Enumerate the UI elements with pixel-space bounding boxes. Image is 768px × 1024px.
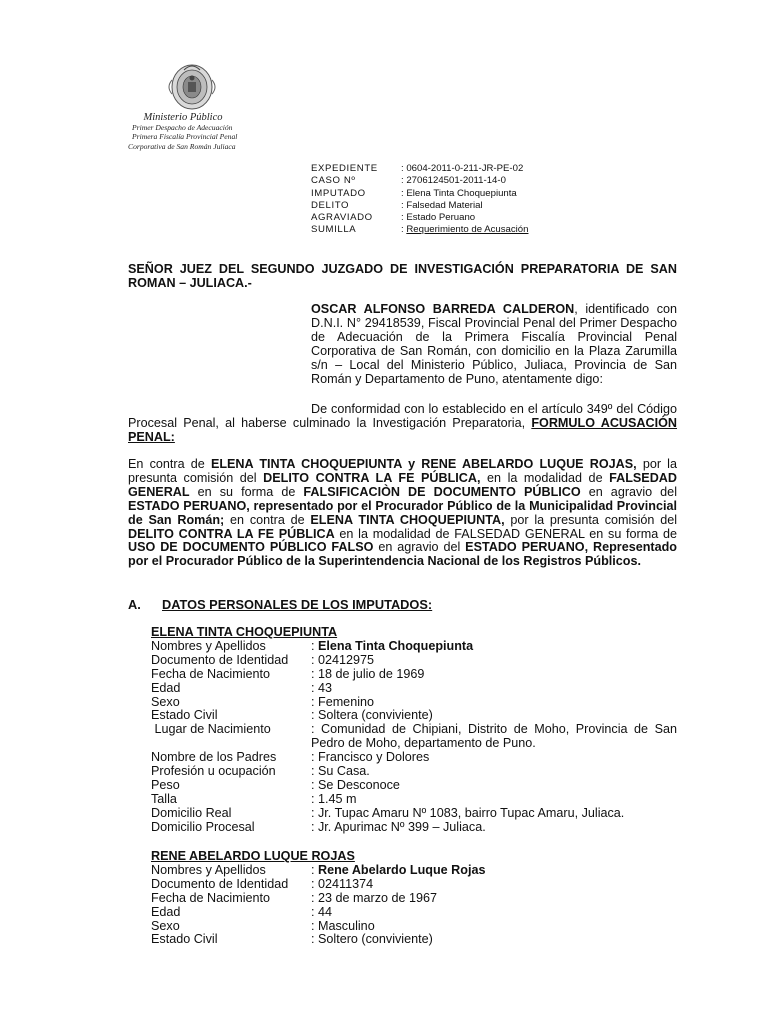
imputado-1 <box>151 626 677 835</box>
field-row <box>151 821 677 835</box>
contra-bold: ELENA TINTA CHOQUEPIUNTA, <box>310 512 505 527</box>
coat-of-arms-seal-icon <box>162 60 222 112</box>
field-row <box>151 864 677 878</box>
field-row <box>151 793 677 807</box>
logo-title: Ministerio Público <box>143 112 223 123</box>
field-value: : 43 <box>311 680 333 695</box>
contra-text: en la modalidad de FALSEDAD GENERAL en su forma de <box>334 526 677 541</box>
contra-text: por la presunta comisión del <box>128 457 677 485</box>
field-value: : Soltero (conviviente) <box>311 932 433 947</box>
field-row <box>151 933 677 947</box>
imputado-name-heading: RENE ABELARDO LUQUE ROJAS <box>151 849 355 863</box>
field-value: : 02411374 <box>311 876 374 891</box>
contra-bold: FALSEDAD GENERAL <box>128 470 677 499</box>
header-row-imputado <box>311 188 528 200</box>
field-label: Nombre de los Padres <box>151 750 277 765</box>
contra-bold: ELENA TINTA CHOQUEPIUNTA y RENE ABELARDO LUQUE ROJAS, <box>210 457 637 471</box>
header-value: : 2706124501-2011-14-0 <box>401 175 506 187</box>
contra-paragraph <box>128 458 677 569</box>
formulo-acusacion: FORMULO ACUSACIÓN PENAL: <box>128 415 678 444</box>
header-value: : 0604-2011-0-211-JR-PE-02 <box>401 163 524 174</box>
intro-paragraph <box>311 303 677 386</box>
field-value: : Jr. Apurimac Nº 399 – Juliaca. <box>311 819 486 834</box>
field-label: Peso <box>151 777 180 792</box>
field-value <box>311 864 677 878</box>
field-value: : Masculino <box>311 918 375 933</box>
contra-bold: ESTADO PERUANO, Representado por el Procurador Público de la Superintendencia Nacional de los Registros Públicos. <box>128 540 677 569</box>
contra-text: en agravio del <box>580 484 677 499</box>
field-row <box>151 654 677 668</box>
field-row <box>151 709 677 723</box>
contra-text: por la presunta comisión del <box>504 512 678 527</box>
section-title: DATOS PERSONALES DE LOS IMPUTADOS: <box>162 597 433 612</box>
field-value: : Francisco y Dolores <box>311 750 430 765</box>
field-label: Edad <box>151 904 181 919</box>
field-row <box>151 920 677 934</box>
contra-bold: FALSIFICACIÒN DE DOCUMENTO PÚBLICO <box>303 484 581 499</box>
field-value: : Jr. Tupac Amaru Nº 1083, bairro Tupac Amaru, Juliaca. <box>311 805 625 820</box>
field-label: Talla <box>151 791 177 806</box>
field-label: Nombres y Apellidos <box>151 862 266 877</box>
logo-line-corporativa: Corporativa de San Román Juliaca <box>128 142 236 152</box>
field-row <box>151 807 677 821</box>
field-row <box>151 640 677 654</box>
header-value: : Elena Tinta Choquepiunta <box>401 187 517 199</box>
field-value <box>311 640 677 654</box>
header-row-agraviado <box>311 212 528 224</box>
field-label: Estado Civil <box>151 708 218 723</box>
field-value: : Se Desconoce <box>311 777 400 792</box>
contra-bold: DELITO CONTRA LA FE PÚBLICA <box>128 526 335 541</box>
field-label: Domicilio Real <box>151 805 232 820</box>
field-row <box>151 906 677 920</box>
field-value: : Soltera (conviviente) <box>311 708 433 723</box>
field-label: Sexo <box>151 694 180 709</box>
field-label: Lugar de Nacimiento <box>151 722 271 737</box>
contra-bold: ESTADO PERUANO, representado por el Procurador Público de la Municipalidad Provincial de San Román; <box>128 498 677 527</box>
header-value: : Estado Peruano <box>401 212 476 224</box>
header-value <box>401 224 528 236</box>
field-value: : Su Casa. <box>311 764 370 779</box>
field-value-prefix: : <box>311 638 318 653</box>
logo-line-despacho: Primer Despacho de Adecuación <box>132 123 233 132</box>
header-label: CASO Nº <box>311 175 356 187</box>
imputado-2 <box>151 850 677 947</box>
contra-text: en contra de <box>224 512 311 527</box>
imputado-name-heading: ELENA TINTA CHOQUEPIUNTA <box>151 625 338 639</box>
header-row-sumilla <box>311 224 528 236</box>
field-row <box>151 779 677 793</box>
header-row-delito <box>311 200 528 212</box>
contra-bold: USO DE DOCUMENTO PÚBLICO FALSO <box>128 540 374 555</box>
field-row <box>151 668 677 682</box>
field-row <box>151 878 677 892</box>
field-label: Documento de Identidad <box>151 876 289 891</box>
header-label: IMPUTADO <box>311 187 366 199</box>
field-value-prefix: : <box>311 862 318 877</box>
document-title: SEÑOR JUEZ DEL SEGUNDO JUZGADO DE INVESTIGACIÓN PREPARATORIA DE SAN ROMAN – JULIACA.- <box>128 262 677 290</box>
header-label: EXPEDIENTE <box>311 163 378 174</box>
field-value: : 02412975 <box>311 652 375 667</box>
field-value: : 44 <box>311 904 333 919</box>
case-header <box>311 163 528 237</box>
header-label: DELITO <box>311 199 350 211</box>
field-row <box>151 765 677 779</box>
contra-text: En contra de <box>128 457 211 471</box>
intro-text: , identificado con D.N.I. N° 29418539, Fiscal Provincial Penal del Primer Despacho de Adecuación de la Primera Fiscalía Provincial Penal Corporativa de San Román, con domicilio en la Plaza Zarumilla s/n – Local del Ministerio Público, Juliaca, Provincia de San Román y Departamento de Puno, atentamente digo: <box>311 302 677 386</box>
header-value-prefix: : <box>401 224 407 236</box>
field-row <box>151 751 677 765</box>
contra-bold: DELITO CONTRA LA FE PÚBLICA, <box>263 470 481 485</box>
field-label: Domicilio Procesal <box>151 819 255 834</box>
field-label: Profesión u ocupación <box>151 764 276 779</box>
field-value: : Femenino <box>311 694 374 709</box>
sumilla-value: Requerimiento de Acusación <box>406 224 529 236</box>
field-value-bold: Elena Tinta Choquepiunta <box>318 638 474 653</box>
field-row <box>151 696 677 710</box>
field-row <box>151 723 677 751</box>
conformidad-paragraph <box>128 403 677 445</box>
prosecutor-name: OSCAR ALFONSO BARREDA CALDERON <box>311 302 575 316</box>
field-label: Fecha de Nacimiento <box>151 666 271 681</box>
contra-text: en la modalidad de <box>480 470 610 485</box>
field-value: : 23 de marzo de 1967 <box>311 890 438 905</box>
field-value-bold: Rene Abelardo Luque Rojas <box>318 862 486 877</box>
header-label: AGRAVIADO <box>311 212 373 224</box>
header-label: SUMILLA <box>311 224 357 236</box>
section-a-heading <box>128 598 677 612</box>
header-row-expediente <box>311 163 528 175</box>
contra-text: en su forma de <box>189 484 304 499</box>
field-label: Estado Civil <box>151 932 218 947</box>
field-label: Fecha de Nacimiento <box>151 890 271 905</box>
field-row <box>151 682 677 696</box>
field-value: : Comunidad de Chipiani, Distrito de Moho, Provincia de San Pedro de Moho, departamento de Puno. <box>311 722 677 751</box>
field-value: : 1.45 m <box>311 791 357 806</box>
section-number: A. <box>128 597 141 612</box>
contra-text: en agravio del <box>373 540 466 555</box>
field-label: Nombres y Apellidos <box>151 638 266 653</box>
conformidad-text: De conformidad con lo establecido en el artículo 349º del Código Procesal Penal, al haberse culminado la Investigación Preparatoria, <box>128 402 677 430</box>
logo-line-fiscalia: Primera Fiscalía Provincial Penal <box>132 132 238 142</box>
field-value: : 18 de julio de 1969 <box>311 666 425 681</box>
field-row <box>151 892 677 906</box>
header-row-caso <box>311 175 528 187</box>
field-label: Sexo <box>151 918 180 933</box>
header-value: : Falsedad Material <box>401 199 483 211</box>
field-label: Edad <box>151 680 181 695</box>
field-label: Documento de Identidad <box>151 652 289 667</box>
